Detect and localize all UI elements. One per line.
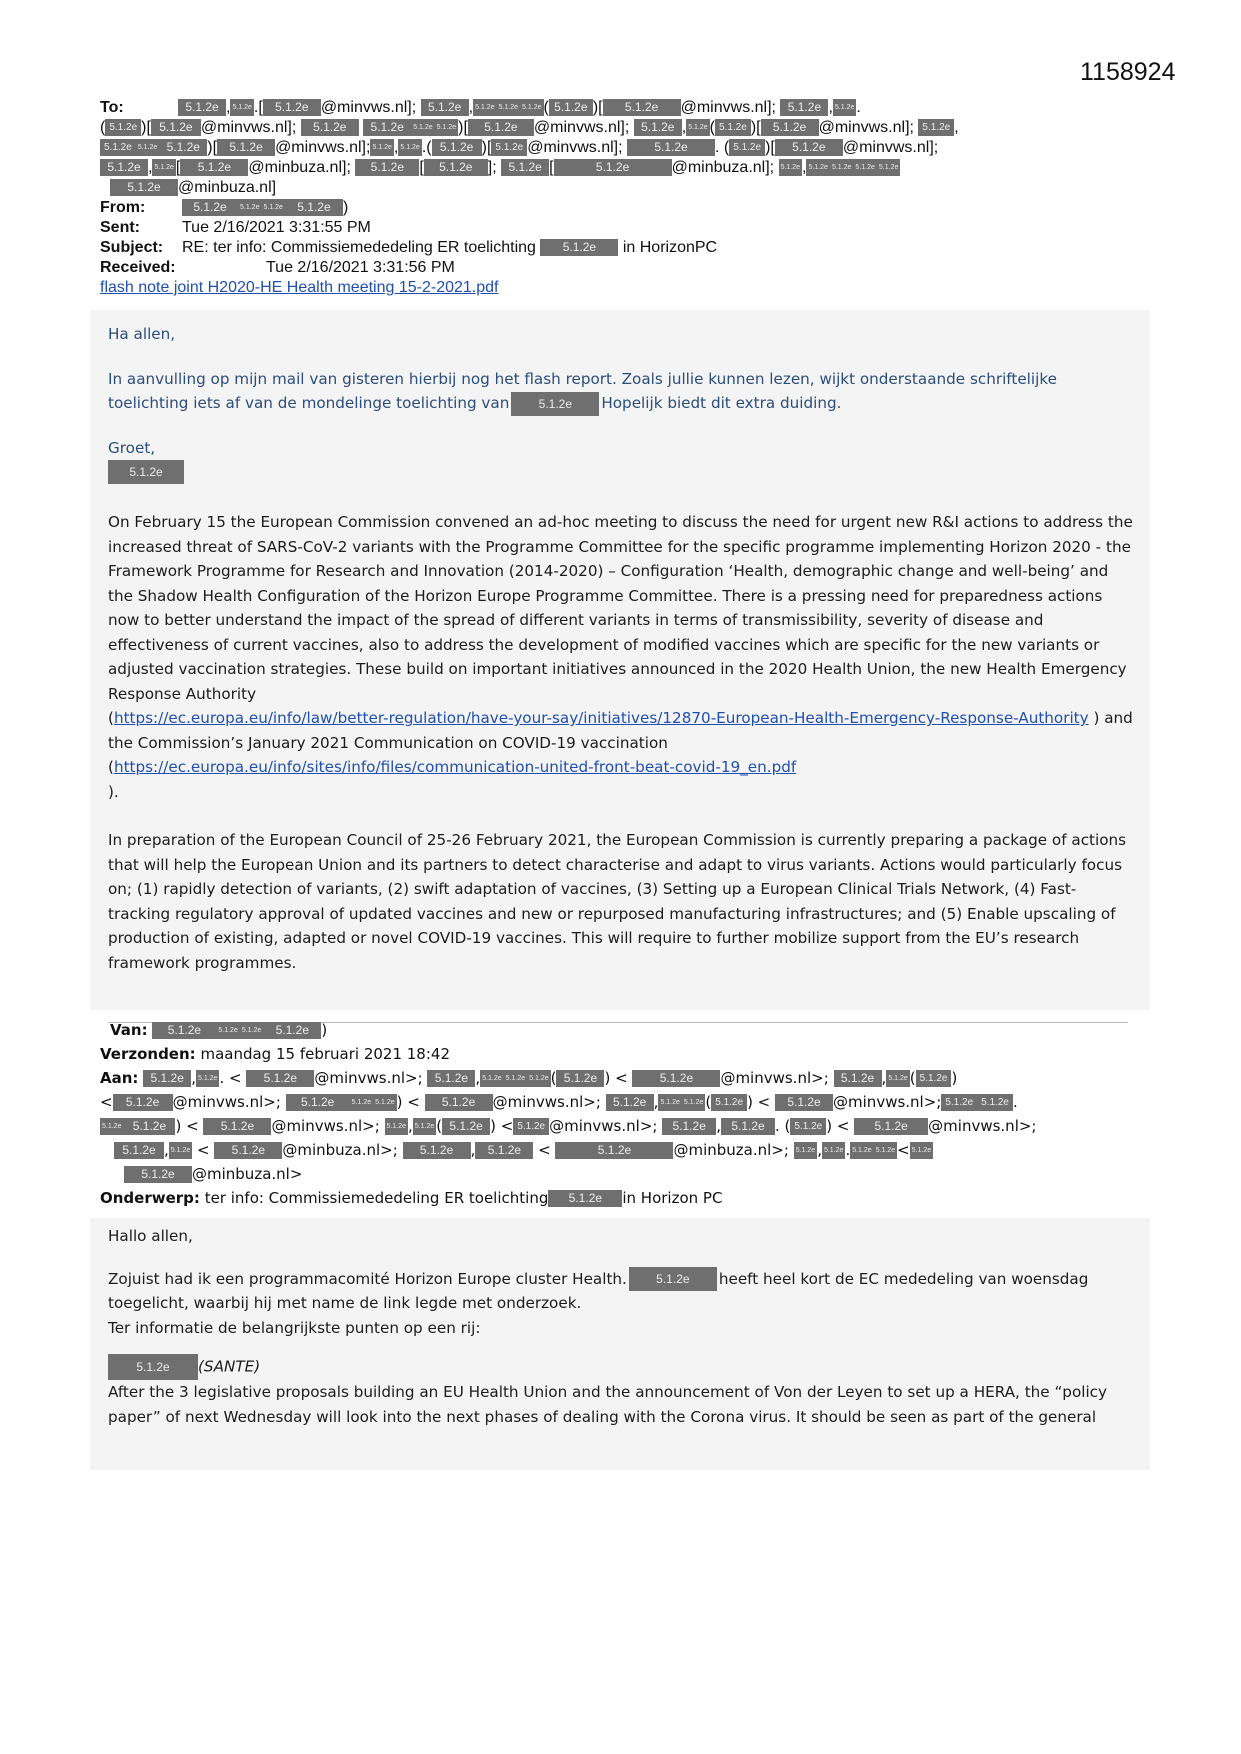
email-fragment: @minbuza.nl>; — [673, 1141, 789, 1159]
email-fragment: @minvws.nl>; — [172, 1093, 281, 1111]
redaction: 5.1.2e — [152, 1022, 216, 1039]
redaction: 5.1.2e — [143, 1070, 191, 1087]
redaction: 5.1.2e — [105, 119, 141, 136]
redaction: 5.1.2e — [662, 1118, 716, 1135]
email-fragment: @minbuza.nl]; — [671, 159, 775, 176]
redaction: 5.1.2e — [779, 159, 802, 176]
redaction: 5.1.2e — [504, 1070, 527, 1087]
aan-line-5 — [100, 1162, 1150, 1186]
redaction: 5.1.2e — [136, 139, 159, 156]
redaction: 5.1.2e — [603, 99, 681, 116]
redaction: 5.1.2e — [555, 1142, 673, 1159]
attachment-link[interactable]: flash note joint H2020-HE Health meeting 15-2-2021.pdf — [100, 279, 499, 296]
redaction: 5.1.2e — [854, 1118, 928, 1135]
redaction: 5.1.2e — [261, 199, 284, 216]
redaction: 5.1.2e — [910, 1142, 933, 1159]
redaction: 5.1.2e — [775, 139, 843, 156]
redaction: 5.1.2e — [413, 1118, 436, 1135]
redaction: 5.1.2e — [918, 119, 954, 136]
to-line-1: To: 5.1.2e , 5.1.2e .[ 5.1.2e @minvws.nl]; 5.1.2e , 5.1.2e 5.1.2e 5.1.2e ( 5.1.2e )[ 5.1.2e @minvws.nl]; 5.1.2e , 5.1.2e . — [100, 99, 861, 116]
original-body-start: Zojuist had ik een programmacomité Horizon Europe cluster Health. — [108, 1269, 627, 1288]
signature — [108, 460, 1150, 484]
email-fragment: @minbuza.nl] — [178, 179, 277, 196]
redaction: 5.1.2e — [124, 1166, 192, 1183]
reply-greeting: Ha allen, — [108, 325, 176, 343]
redaction: 5.1.2e — [834, 1070, 882, 1087]
subject-text-end: in HorizonPC — [622, 239, 718, 256]
redaction: 5.1.2e — [246, 1070, 314, 1087]
flash-p1-middle: ) and the Commission’s January 2021 Communication on COVID-19 vaccination — [108, 709, 1133, 752]
redaction: 5.1.2e — [794, 1142, 817, 1159]
verzonden-label: Verzonden: — [100, 1045, 196, 1063]
redaction: 5.1.2e — [108, 1354, 198, 1380]
redaction: 5.1.2e — [554, 159, 672, 176]
redaction: 5.1.2e — [435, 119, 458, 136]
sent-line — [100, 218, 1150, 238]
to-line-4: 5.1.2e , 5.1.2e [ 5.1.2e @minbuza.nl]; 5.1.2e [ 5.1.2e ]; 5.1.2e [ 5.1.2e @minbuza.nl]; 5.1.2e , 5.1.2e 5.1.2e 5.1.2e 5.1.2e — [100, 158, 1150, 178]
email-fragment: @minvws.nl]; — [818, 119, 914, 136]
redaction: 5.1.2e — [775, 1094, 833, 1111]
aan-line-1: Aan: 5.1.2e , 5.1.2e . < 5.1.2e @minvws.nl>; 5.1.2e , 5.1.2e 5.1.2e 5.1.2e ( 5.1.2e ) < 5.1.2e @minvws.nl>; 5.1.2e , 5.1.2e ( 5.1.2e ) — [100, 1066, 1150, 1090]
redaction: 5.1.2e — [511, 392, 599, 416]
redaction: 5.1.2e — [830, 159, 853, 176]
redaction: 5.1.2e — [110, 179, 178, 196]
to-label: To: — [100, 99, 124, 116]
redaction: 5.1.2e — [373, 1094, 396, 1111]
email-fragment: @minvws.nl>; — [314, 1069, 423, 1087]
redaction: 5.1.2e — [363, 119, 411, 136]
redaction: 5.1.2e — [527, 1070, 550, 1087]
redaction: 5.1.2e — [151, 119, 201, 136]
sent-value: Tue 2/16/2021 3:31:55 PM — [182, 219, 371, 236]
redaction: 5.1.2e — [203, 1118, 271, 1135]
redaction: 5.1.2e — [480, 1070, 503, 1087]
redaction: 5.1.2e — [114, 1142, 164, 1159]
van-line: Van: 5.1.2e 5.1.2e 5.1.2e 5.1.2e ) — [100, 1018, 1150, 1042]
attachment-line — [100, 278, 1150, 298]
email-fragment: @minvws.nl>; — [549, 1117, 658, 1135]
redaction: 5.1.2e — [113, 1094, 173, 1111]
redaction: 5.1.2e — [497, 99, 520, 116]
redaction: 5.1.2e — [977, 1094, 1013, 1111]
redaction: 5.1.2e — [886, 1070, 909, 1087]
redaction: 5.1.2e — [152, 159, 175, 176]
redaction: 5.1.2e — [686, 119, 709, 136]
to-line-5 — [100, 178, 1150, 198]
redaction: 5.1.2e — [806, 159, 829, 176]
aan-label: Aan: — [100, 1069, 139, 1087]
onderwerp-text: ter info: Commissiemededeling ER toelichting — [204, 1189, 549, 1207]
redaction: 5.1.2e — [421, 99, 469, 116]
redaction: 5.1.2e — [850, 1142, 873, 1159]
redaction: 5.1.2e — [108, 460, 184, 484]
redaction: 5.1.2e — [355, 159, 419, 176]
original-body-end: heeft heel kort de EC mededeling van woensdag toegelicht, waarbij hij met name de link legde met onderzoek. — [108, 1269, 1089, 1312]
aan-line-4: 5.1.2e , 5.1.2e < 5.1.2e @minbuza.nl>; 5.1.2e , 5.1.2e < 5.1.2e @minbuza.nl>; 5.1.2e , 5.1.2e . 5.1.2e 5.1.2e < 5.1.2e — [100, 1138, 1150, 1162]
email-fragment: @minvws.nl>; — [833, 1093, 942, 1111]
document-number: 1158924 — [1080, 58, 1176, 86]
redaction: 5.1.2e — [240, 1022, 263, 1039]
email-header — [100, 98, 1150, 298]
redaction: 5.1.2e — [475, 1142, 533, 1159]
redaction: 5.1.2e — [424, 159, 488, 176]
van-label: Van: — [110, 1021, 148, 1039]
redaction: 5.1.2e — [556, 1070, 604, 1087]
email-fragment: @minbuza.nl]; — [248, 159, 351, 176]
to-line-2: ( 5.1.2e )[ 5.1.2e @minvws.nl]; 5.1.2e 5.1.2e 5.1.2e 5.1.2e )[ 5.1.2e @minvws.nl]; 5.1.2e , 5.1.2e ( 5.1.2e )[ 5.1.2e @minvws.nl]; 5.1.2e , — [100, 119, 959, 136]
original-body-text — [108, 1267, 1138, 1341]
verzonden-line — [100, 1042, 1150, 1066]
redaction: 5.1.2e — [230, 99, 253, 116]
redaction: 5.1.2e — [196, 1070, 219, 1087]
flash-report-paragraph-2: In preparation of the European Council of 25-26 February 2021, the European Commission is currently preparing a package of actions that will help the European Union and its partners to detect characterise and adapt to virus variants. Actions would particularly focus on; (1) rapidly detection of variants, (2) swift adaptation of vaccines, (3) Setting up a European Clinical Trials Network, (4) Fast-tracking regulatory approval of updated vaccines and new or repurposed manufacturing infrastructures; and (5) Enable upscaling of production of existing, adapted or novel COVID-19 vaccines. This will require to further mobilize support from the EU’s research framework programmes. — [108, 831, 1127, 972]
redaction: 5.1.2e — [629, 1267, 717, 1291]
redaction: 5.1.2e — [100, 1118, 123, 1135]
subject-label: Subject: — [100, 239, 164, 256]
redaction: 5.1.2e — [123, 1118, 175, 1135]
redaction: 5.1.2e — [729, 139, 765, 156]
redaction: 5.1.2e — [540, 239, 618, 256]
reply-section — [90, 310, 1150, 1010]
onderwerp-line — [100, 1186, 1150, 1210]
redaction: 5.1.2e — [350, 1094, 373, 1111]
redaction: 5.1.2e — [682, 1094, 705, 1111]
redaction: 5.1.2e — [780, 99, 828, 116]
redaction: 5.1.2e — [658, 1094, 681, 1111]
redaction: 5.1.2e — [877, 159, 900, 176]
reply-body-end: Hopelijk biedt dit extra duiding. — [601, 394, 842, 412]
sante-label: (SANTE) — [198, 1357, 261, 1376]
email-fragment: @minvws.nl>; — [720, 1069, 829, 1087]
redaction: 5.1.2e — [520, 99, 543, 116]
redaction: 5.1.2e — [427, 1070, 475, 1087]
redaction: 5.1.2e — [442, 1118, 490, 1135]
redaction: 5.1.2e — [182, 199, 238, 216]
redaction: 5.1.2e — [632, 1070, 720, 1087]
flash-p1-text: On February 15 the European Commission convened an ad-hoc meeting to discuss the need for urgent new R&I actions to address the increased threat of SARS-CoV-2 variants with the Programme Committee for the specific programme implementing Horizon 2020 - the Framework Programme for Research and Innovation (2014-2020) – Configuration ‘Health, demographic change and well-being’ and the Shadow Health Configuration of the Horizon Europe Programme Committee. There is a pressing need for preparedness actions now to better understand the impact of the spread of different variants in terms of transmissibility, severity of disease and effectiveness of current vaccines, also to address the development of modified vaccines which are specific for the new variants or adjusted vaccination strategies. These build on important initiatives announced in the 2020 Health Union, the new Health Emergency Response Authority — [108, 513, 1133, 703]
original-last-paragraph: After the 3 legislative proposals building an EU Health Union and the announcement of Von der Leyen to set up a HERA, the “policy paper” of next Wednesday will look into the next phases of dealing with the Corona virus. It should be seen as part of the general — [108, 1383, 1108, 1426]
email-fragment: @minvws.nl]; — [200, 119, 297, 136]
redaction: 5.1.2e — [385, 1118, 408, 1135]
received-label: Received: — [100, 259, 176, 276]
hera-link[interactable]: https://ec.europa.eu/info/law/better-regulation/have-your-say/initiatives/12870-European-Health-Emergency-Response-Authority — [113, 709, 1089, 727]
redaction: 5.1.2e — [715, 119, 751, 136]
redaction: 5.1.2e — [398, 139, 421, 156]
verzonden-value: maandag 15 februari 2021 18:42 — [200, 1045, 450, 1063]
flash-report-paragraph-1: On February 15 the European Commission convened an ad-hoc meeting to discuss the need for urgent new R&I actions to address the increased threat of SARS-CoV-2 variants with the Programme Committee for the specific programme implementing Horizon 2020 - the Framework Programme for Research and Innovation (2014-2020) – Configuration ‘Health, demographic change and well-being’ and the Shadow Health Configuration of the Horizon Europe Programme Committee. There is a pressing need for preparedness actions now to better understand the impact of the spread of different variants in terms of transmissibility, severity of disease and effectiveness of current vaccines, also to address the development of modified vaccines which are specific for the new variants or adjusted vaccination strategies. These build on important initiatives announced in the 2020 Health Union, the new Health Emergency Response Authority (https://ec.europa.eu/info/law/better-regulation/have-your-say/initiatives/12870-European-Health-Emergency-Response-Authority ) and the Commission’s January 2021 Communication on COVID-19 vaccination (https://ec.europa.eu/info/sites/info/files/communication-united-front-beat-covid-19_en.pdf ). — [108, 513, 1133, 801]
reply-body — [108, 367, 1138, 416]
redaction: 5.1.2e — [822, 1142, 845, 1159]
email-fragment: @minvws.nl]; — [275, 139, 371, 156]
redaction: 5.1.2e — [833, 99, 856, 116]
redaction: 5.1.2e — [473, 99, 496, 116]
flash-p1-end: ). — [108, 782, 119, 801]
redaction: 5.1.2e — [548, 1190, 622, 1207]
redaction: 5.1.2e — [513, 1118, 549, 1135]
original-body-line3: Ter informatie de belangrijkste punten op een rij: — [108, 1318, 481, 1337]
redaction: 5.1.2e — [425, 1094, 493, 1111]
redaction: 5.1.2e — [100, 159, 148, 176]
redaction: 5.1.2e — [874, 1142, 897, 1159]
received-value: Tue 2/16/2021 3:31:56 PM — [266, 259, 455, 276]
communication-link[interactable]: https://ec.europa.eu/info/sites/info/files/communication-united-front-beat-covid-19_en.pdf — [113, 758, 797, 776]
aan-line-3: 5.1.2e 5.1.2e ) < 5.1.2e @minvws.nl>; 5.1.2e , 5.1.2e ( 5.1.2e ) < 5.1.2e @minvws.nl>; 5.1.2e , 5.1.2e . ( 5.1.2e ) < 5.1.2e @minvws.nl>; — [102, 1117, 1037, 1135]
sent-label: Sent: — [100, 219, 140, 236]
redaction: 5.1.2e — [238, 199, 261, 216]
onderwerp-label: Onderwerp: — [100, 1189, 200, 1207]
redaction: 5.1.2e — [853, 159, 876, 176]
to-line-3: 5.1.2e 5.1.2e 5.1.2e )[ 5.1.2e @minvws.nl]; 5.1.2e , 5.1.2e .( 5.1.2e )[ 5.1.2e @minvws.nl]; 5.1.2e . ( 5.1.2e )[ 5.1.2e @minvws.nl]; — [100, 138, 1150, 158]
subject-text: RE: ter info: Commissiemededeling ER toelichting — [182, 239, 536, 256]
redaction: 5.1.2e — [916, 1070, 952, 1087]
received-line — [100, 258, 1150, 278]
email-fragment: @minvws.nl>; — [492, 1093, 601, 1111]
original-greeting: Hallo allen, — [108, 1227, 193, 1245]
reply-body-text: In aanvulling op mijn mail van gisteren hierbij nog het flash report. Zoals jullie kunnen lezen, wijkt onderstaande schriftelijke toelichting iets af van de mondelinge toelichting van — [108, 369, 1057, 412]
subject-line — [100, 238, 1150, 258]
redaction: 5.1.2e — [178, 99, 226, 116]
email-fragment: @minvws.nl]; — [680, 99, 776, 116]
reply-closing: Groet, — [108, 438, 156, 457]
from-line: From: 5.1.2e 5.1.2e 5.1.2e 5.1.2e ) — [100, 199, 349, 216]
aan-line-2: < 5.1.2e @minvws.nl>; 5.1.2e 5.1.2e 5.1.2e ) < 5.1.2e @minvws.nl>; 5.1.2e , 5.1.2e 5.1.2e ( 5.1.2e ) < 5.1.2e @minvws.nl>; 5.1.2e 5.1.2e . — [100, 1093, 1018, 1111]
email-fragment: @minvws.nl]; — [320, 99, 417, 116]
from-label: From: — [100, 199, 146, 216]
redaction: 5.1.2e — [411, 119, 434, 136]
redaction: 5.1.2e — [263, 1022, 321, 1039]
redaction: 5.1.2e — [286, 1094, 350, 1111]
redaction: 5.1.2e — [285, 199, 343, 216]
redaction: 5.1.2e — [761, 119, 819, 136]
redaction: 5.1.2e — [501, 159, 549, 176]
redaction: 5.1.2e — [790, 1118, 826, 1135]
redaction: 5.1.2e — [721, 1118, 775, 1135]
email-fragment: @minvws.nl]; — [527, 139, 623, 156]
redaction: 5.1.2e — [169, 1142, 192, 1159]
email-fragment: @minbuza.nl>; — [282, 1141, 398, 1159]
original-header — [100, 1018, 1150, 1210]
redaction: 5.1.2e — [216, 1022, 239, 1039]
redaction: 5.1.2e — [432, 139, 482, 156]
sante-line — [108, 1354, 1138, 1380]
redaction: 5.1.2e — [491, 139, 527, 156]
redaction: 5.1.2e — [370, 139, 393, 156]
redaction: 5.1.2e — [301, 119, 359, 136]
redaction: 5.1.2e — [214, 1142, 282, 1159]
redaction: 5.1.2e — [606, 1094, 654, 1111]
onderwerp-text-end: in Horizon PC — [622, 1189, 723, 1207]
redaction: 5.1.2e — [627, 139, 715, 156]
redaction: 5.1.2e — [217, 139, 275, 156]
redaction: 5.1.2e — [549, 99, 593, 116]
redaction: 5.1.2e — [711, 1094, 747, 1111]
email-fragment: @minbuza.nl> — [192, 1165, 303, 1183]
email-fragment: @minvws.nl>; — [271, 1117, 380, 1135]
email-fragment: @minvws.nl]; — [533, 119, 630, 136]
redaction: 5.1.2e — [180, 159, 248, 176]
redaction: 5.1.2e — [941, 1094, 977, 1111]
redaction: 5.1.2e — [159, 139, 207, 156]
redaction: 5.1.2e — [403, 1142, 471, 1159]
redaction: 5.1.2e — [468, 119, 534, 136]
original-body — [90, 1218, 1150, 1470]
redaction: 5.1.2e — [634, 119, 682, 136]
redaction: 5.1.2e — [263, 99, 321, 116]
redaction: 5.1.2e — [100, 139, 136, 156]
